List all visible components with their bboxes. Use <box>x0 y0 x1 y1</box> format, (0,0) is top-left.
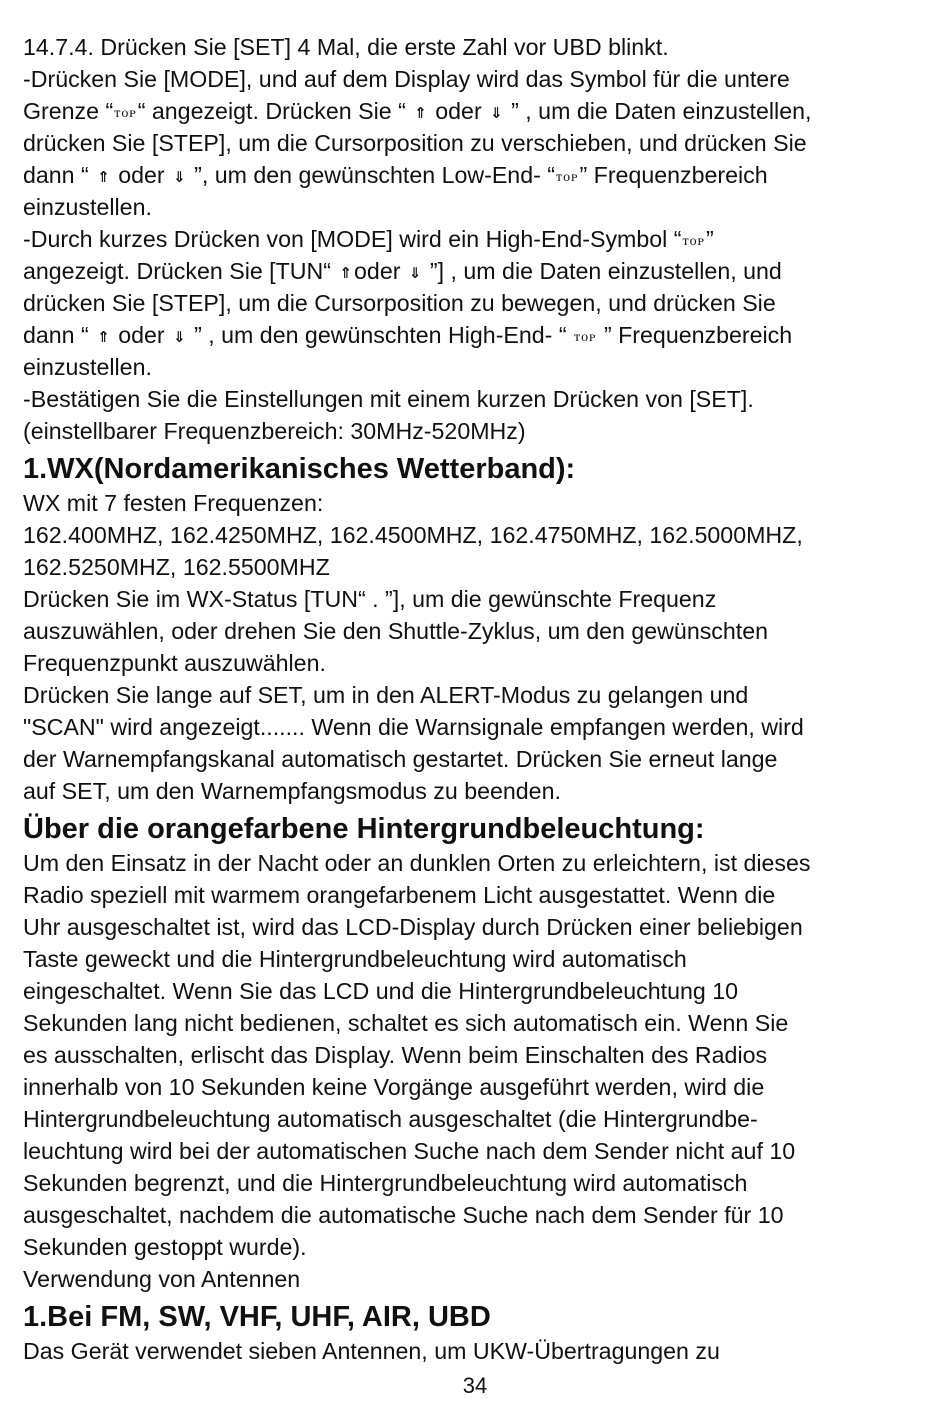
paragraph-line: dann “ ⇑ oder ⇓ ” , um den gewünschten High-End- “ ᴛᴏᴩ ” Frequenzbereich <box>23 319 933 351</box>
paragraph-line: dann “ ⇑ oder ⇓ ”, um den gewünschten Low-End- “ᴛᴏᴩ” Frequenzbereich <box>23 159 933 191</box>
top-symbol-icon: ᴛᴏᴩ <box>574 329 597 345</box>
paragraph-line: einzustellen. <box>23 354 152 380</box>
paragraph-line: Sekunden lang nicht bedienen, schaltet es sich automatisch ein. Wenn Sie <box>23 1010 789 1036</box>
section-frequency-range <box>23 31 933 447</box>
paragraph-line: es ausschalten, erlischt das Display. Wenn beim Einschalten des Radios <box>23 1042 768 1068</box>
paragraph-line: Uhr ausgeschaltet ist, wird das LCD-Display durch Drücken einer beliebigen <box>23 914 803 940</box>
paragraph-line: Um den Einsatz in der Nacht oder an dunklen Orten zu erleichtern, ist dieses <box>23 850 811 876</box>
paragraph-line: Drücken Sie im WX-Status [TUN“ . ”], um die gewünschte Frequenz <box>23 586 717 612</box>
section-heading: 1.WX(Nordamerikanisches Wetterband): <box>23 453 576 485</box>
section-antenna <box>23 1299 933 1367</box>
paragraph-line: Taste geweckt und die Hintergrundbeleuchtung wird automatisch <box>23 946 687 972</box>
document-page <box>23 31 933 1367</box>
top-symbol-icon: ᴛᴏᴩ <box>555 169 579 185</box>
paragraph-line: innerhalb von 10 Sekunden keine Vorgänge ausgeführt werden, wird die <box>23 1074 765 1100</box>
page-number: 34 <box>462 1373 488 1398</box>
paragraph-line: auf SET, um den Warnempfangsmodus zu beenden. <box>23 778 561 804</box>
section-heading: 1.Bei FM, SW, VHF, UHF, AIR, UBD <box>23 1301 491 1333</box>
up-arrow-icon: ⇑ <box>97 329 110 346</box>
paragraph-line: Frequenzpunkt auszuwählen. <box>23 650 326 676</box>
paragraph-line: Sekunden gestoppt wurde). <box>23 1234 307 1260</box>
paragraph-line: 14.7.4. Drücken Sie [SET] 4 Mal, die erste Zahl vor UBD blinkt. <box>23 34 669 60</box>
paragraph-line: 162.400MHZ, 162.4250MHZ, 162.4500MHZ, 162.4750MHZ, 162.5000MHZ, <box>23 522 803 548</box>
paragraph-line: einzustellen. <box>23 194 152 220</box>
paragraph-line: -Drücken Sie [MODE], und auf dem Display wird das Symbol für die untere <box>23 66 790 92</box>
up-arrow-icon: ⇑ <box>97 169 110 186</box>
top-symbol-icon: ᴛᴏᴩ <box>682 233 705 249</box>
paragraph-line: eingeschaltet. Wenn Sie das LCD und die Hintergrundbeleuchtung 10 <box>23 978 738 1004</box>
paragraph-line: -Bestätigen Sie die Einstellungen mit einem kurzen Drücken von [SET]. <box>23 386 754 412</box>
paragraph-line: Sekunden begrenzt, und die Hintergrundbeleuchtung wird automatisch <box>23 1170 748 1196</box>
paragraph-line: auszuwählen, oder drehen Sie den Shuttle-Zyklus, um den gewünschten <box>23 618 769 644</box>
up-arrow-icon: ⇑ <box>339 265 353 282</box>
up-arrow-icon: ⇑ <box>414 105 427 122</box>
paragraph-line: Drücken Sie lange auf SET, um in den ALERT-Modus zu gelangen und <box>23 682 749 708</box>
paragraph-line: Radio speziell mit warmem orangefarbenem Licht ausgestattet. Wenn die <box>23 882 776 908</box>
paragraph-line: ausgeschaltet, nachdem die automatische Suche nach dem Sender für 10 <box>23 1202 784 1228</box>
section-backlight <box>23 811 933 1295</box>
paragraph-line: 162.5250MHZ, 162.5500MHZ <box>23 554 330 580</box>
paragraph-line: WX mit 7 festen Frequenzen: <box>23 490 324 516</box>
down-arrow-icon: ⇓ <box>173 329 186 346</box>
paragraph-line: drücken Sie [STEP], um die Cursorposition zu verschieben, und drücken Sie <box>23 130 807 156</box>
down-arrow-icon: ⇓ <box>173 169 186 186</box>
section-wx <box>23 451 933 807</box>
down-arrow-icon: ⇓ <box>408 265 422 282</box>
section-heading: Über die orangefarbene Hintergrundbeleuchtung: <box>23 813 705 845</box>
down-arrow-icon: ⇓ <box>490 105 503 122</box>
paragraph-line: der Warnempfangskanal automatisch gestartet. Drücken Sie erneut lange <box>23 746 778 772</box>
paragraph-line: -Durch kurzes Drücken von [MODE] wird ein High-End-Symbol “ᴛᴏᴩ” <box>23 223 933 255</box>
paragraph-line: (einstellbarer Frequenzbereich: 30MHz-520MHz) <box>23 418 526 444</box>
paragraph-line: leuchtung wird bei der automatischen Suche nach dem Sender nicht auf 10 <box>23 1138 796 1164</box>
paragraph-line: Hintergrundbeleuchtung automatisch ausgeschaltet (die Hintergrundbe- <box>23 1106 758 1132</box>
paragraph-line: angezeigt. Drücken Sie [TUN“ ⇑oder ⇓ ”] , um die Daten einzustellen, und <box>23 255 933 287</box>
paragraph-line: "SCAN" wird angezeigt....... Wenn die Warnsignale empfangen werden, wird <box>23 714 804 740</box>
paragraph-line: Grenze “ᴛᴏᴩ“ angezeigt. Drücken Sie “ ⇑ oder ⇓ ” , um die Daten einzustellen, <box>23 95 933 127</box>
paragraph-line: Das Gerät verwendet sieben Antennen, um UKW-Übertragungen zu <box>23 1338 720 1364</box>
top-symbol-icon: ᴛᴏᴩ <box>114 105 137 121</box>
paragraph-line: Verwendung von Antennen <box>23 1266 301 1292</box>
paragraph-line: drücken Sie [STEP], um die Cursorposition zu bewegen, und drücken Sie <box>23 290 776 316</box>
